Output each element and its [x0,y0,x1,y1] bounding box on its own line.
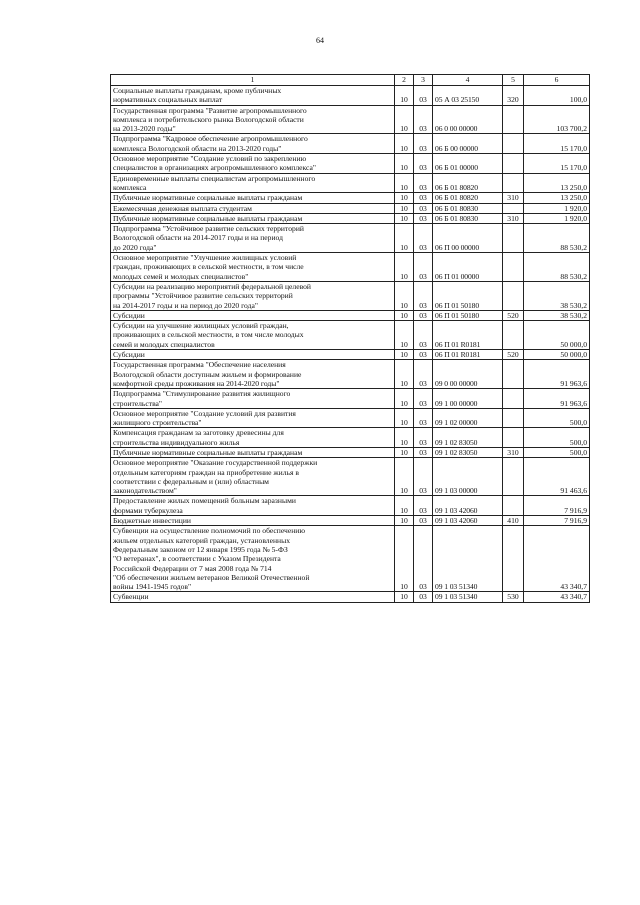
expense-type-cell [503,321,524,350]
section-cell: 10 [395,516,414,526]
row-name-line: Социальные выплаты гражданам, кроме публичных [113,86,282,95]
expense-type-cell: 310 [503,447,524,457]
table-row [111,310,590,320]
subsection-cell: 03 [414,253,433,282]
row-name-line: Ежемесячная денежная выплата студентам [113,203,252,213]
row-name-line: молодых семей и молодых специалистов" [113,271,249,281]
subsection-cell: 03 [414,105,433,134]
row-name-line: проживающих в сельской местности, в том числе молодых [113,330,304,340]
target-item-cell: 09 1 03 42060 [433,516,503,526]
amount-cell: 50 000,0 [524,350,590,360]
row-name-line: граждан, проживающих в сельской местности, в том числе [113,262,304,272]
expense-type-cell [503,154,524,174]
row-name-line: Основное мероприятие "Создание условий для развития [113,408,296,418]
subsection-cell: 03 [414,389,433,409]
expense-type-cell: 320 [503,86,524,106]
target-item-cell: 06 Б 01 80830 [433,213,503,223]
row-name-line: Публичные нормативные социальные выплаты гражданам [113,193,303,203]
header-row [111,75,590,86]
target-item-cell: 09 1 03 51340 [433,526,503,592]
section-cell: 10 [395,321,414,350]
subsection-cell: 03 [414,447,433,457]
section-cell: 10 [395,86,414,106]
subsection-cell: 03 [414,321,433,350]
target-item-cell: 09 1 00 00000 [433,389,503,409]
section-cell: 10 [395,134,414,154]
amount-cell: 1 920,0 [524,213,590,223]
row-name-line: Основное мероприятие "Оказание государственной поддержки [113,458,318,468]
row-name-line: соответствии с федеральным и (или) областным [113,476,269,486]
row-name-cell [111,134,395,154]
subsection-cell: 03 [414,428,433,448]
row-name-cell [111,105,395,134]
table-row [111,516,590,526]
column-header-5: 5 [503,75,524,86]
row-name-line: комплекса и потребительского рынка Вологодской области [113,114,304,124]
row-name-line: строительства индивидуального жилья [113,437,240,447]
amount-cell: 43 340,7 [524,592,590,602]
target-item-cell: 06 Б 00 00000 [433,134,503,154]
expense-type-cell [503,458,524,496]
table-row [111,360,590,389]
target-item-cell: 06 П 01 R0181 [433,350,503,360]
row-name-line: жилищного строительства" [113,418,202,428]
amount-cell: 38 530,2 [524,310,590,320]
amount-cell: 13 250,0 [524,173,590,193]
subsection-cell: 03 [414,310,433,320]
subsection-cell: 03 [414,516,433,526]
expense-type-cell [503,134,524,154]
table-row [111,213,590,223]
section-cell: 10 [395,360,414,389]
amount-cell: 100,0 [524,86,590,106]
table-row [111,496,590,516]
row-name-line: до 2020 года" [113,242,157,252]
row-name-line: Основное мероприятие "Создание условий по закреплению [113,154,307,164]
row-name-cell [111,310,395,320]
amount-cell: 1 920,0 [524,203,590,213]
table-row [111,350,590,360]
amount-cell: 50 000,0 [524,321,590,350]
amount-cell: 88 530,2 [524,224,590,253]
section-cell: 10 [395,526,414,592]
section-cell: 10 [395,105,414,134]
target-item-cell: 06 Б 01 00000 [433,154,503,174]
column-header-3: 3 [414,75,433,86]
row-name-cell [111,592,395,602]
expense-type-cell: 410 [503,516,524,526]
table-row [111,224,590,253]
row-name-cell [111,496,395,516]
row-name-line: Публичные нормативные социальные выплаты гражданам [113,213,303,223]
row-name-line: "О ветеранах", в соответствии с Указом Президента [113,554,281,564]
row-name-line: Субвенции на осуществление полномочий по обеспечению [113,526,306,536]
target-item-cell: 09 1 02 00000 [433,408,503,428]
row-name-cell [111,360,395,389]
table-row [111,86,590,106]
row-name-cell [111,350,395,360]
subsection-cell: 03 [414,203,433,213]
target-item-cell: 09 1 02 83050 [433,428,503,448]
target-item-cell: 06 П 01 50180 [433,281,503,310]
target-item-cell: 09 1 02 83050 [433,447,503,457]
section-cell: 10 [395,253,414,282]
target-item-cell: 09 1 03 00000 [433,458,503,496]
target-item-cell: 06 Б 01 80830 [433,203,503,213]
row-name-cell [111,203,395,213]
target-item-cell: 06 П 01 00000 [433,253,503,282]
amount-cell: 91 463,6 [524,458,590,496]
row-name-line: Государственная программа "Обеспечение населения [113,360,286,370]
table-header [111,75,590,86]
section-cell: 10 [395,173,414,193]
subsection-cell: 03 [414,134,433,154]
row-name-line: Субсидии на улучшение жилищных условий граждан, [113,321,289,331]
amount-cell: 91 963,6 [524,389,590,409]
row-name-line: Подпрограмма "Устойчивое развитие сельских территорий [113,224,304,234]
target-item-cell: 06 Б 01 80820 [433,193,503,203]
row-name-cell [111,447,395,457]
expense-type-cell [503,281,524,310]
expense-type-cell: 520 [503,350,524,360]
subsection-cell: 03 [414,281,433,310]
table-row [111,154,590,174]
amount-cell: 7 916,9 [524,516,590,526]
subsection-cell: 03 [414,154,433,174]
expense-type-cell: 520 [503,310,524,320]
row-name-cell [111,154,395,174]
target-item-cell: 06 0 00 00000 [433,105,503,134]
expense-type-cell [503,105,524,134]
amount-cell: 43 340,7 [524,526,590,592]
target-item-cell: 06 П 01 R0181 [433,321,503,350]
amount-cell: 7 916,9 [524,496,590,516]
row-name-line: Компенсация гражданам за заготовку древесины для [113,428,284,438]
budget-table [110,74,590,603]
row-name-line: Вологодской области доступным жильем и формирование [113,369,302,379]
target-item-cell: 06 П 01 50180 [433,310,503,320]
row-name-line: Субсидии на реализацию мероприятий федеральной целевой [113,281,311,291]
target-item-cell: 09 1 03 51340 [433,592,503,602]
row-name-line: Субсидии [113,350,145,360]
row-name-line: специалистов в организациях агропромышленного комплекса" [113,163,316,173]
table-row [111,428,590,448]
subsection-cell: 03 [414,86,433,106]
subsection-cell: 03 [414,173,433,193]
column-header-4: 4 [433,75,503,86]
amount-cell: 103 700,2 [524,105,590,134]
row-name-line: комфортной среды проживания на 2014-2020 годы" [113,378,280,388]
table-row [111,193,590,203]
target-item-cell: 09 0 00 00000 [433,360,503,389]
section-cell: 10 [395,428,414,448]
row-name-cell [111,408,395,428]
target-item-cell: 06 Б 01 80820 [433,173,503,193]
expense-type-cell: 310 [503,193,524,203]
row-name-line: формами туберкулеза [113,505,183,515]
row-name-line: Единовременные выплаты специалистам агропромышленного [113,173,316,183]
expense-type-cell [503,224,524,253]
row-name-cell [111,224,395,253]
subsection-cell: 03 [414,408,433,428]
table-row [111,281,590,310]
row-name-line: Бюджетные инвестиции [113,516,191,526]
section-cell: 10 [395,458,414,496]
page-number: 64 [316,36,324,45]
table-row [111,253,590,282]
subsection-cell: 03 [414,592,433,602]
row-name-line: Субсидии [113,310,145,320]
expense-type-cell [503,173,524,193]
row-name-line: жильем отдельных категорий граждан, установленных [113,535,290,545]
table-row [111,447,590,457]
expense-type-cell [503,389,524,409]
subsection-cell: 03 [414,350,433,360]
table-row [111,134,590,154]
row-name-line: Субвенции [113,592,149,602]
row-name-line: на 2013-2020 годы" [113,124,176,134]
section-cell: 10 [395,213,414,223]
section-cell: 10 [395,203,414,213]
row-name-line: Публичные нормативные социальные выплаты гражданам [113,447,303,457]
row-name-line: Подпрограмма "Кадровое обеспечение агропромышленного [113,134,308,144]
row-name-cell [111,253,395,282]
row-name-cell [111,321,395,350]
row-name-line: Подпрограмма "Стимулирование развития жилищного [113,389,291,399]
target-item-cell: 09 1 03 42060 [433,496,503,516]
row-name-line: программы "Устойчивое развитие сельских территорий [113,291,293,301]
subsection-cell: 03 [414,496,433,516]
table-row [111,526,590,592]
section-cell: 10 [395,350,414,360]
amount-cell: 38 530,2 [524,281,590,310]
table-row [111,105,590,134]
section-cell: 10 [395,408,414,428]
row-name-line: Предоставление жилых помещений больным заразными [113,496,296,506]
column-header-2: 2 [395,75,414,86]
subsection-cell: 03 [414,458,433,496]
table-row [111,203,590,213]
expense-type-cell [503,360,524,389]
subsection-cell: 03 [414,526,433,592]
row-name-line: нормативных социальных выплат [113,95,223,105]
section-cell: 10 [395,193,414,203]
row-name-line: Федеральным законом от 12 января 1995 года № 5-ФЗ [113,544,288,554]
row-name-cell [111,193,395,203]
subsection-cell: 03 [414,193,433,203]
expense-type-cell [503,526,524,592]
row-name-line: на 2014-2017 годы и на период до 2020 года" [113,300,258,310]
subsection-cell: 03 [414,224,433,253]
section-cell: 10 [395,496,414,516]
row-name-line: строительства" [113,398,163,408]
section-cell: 10 [395,447,414,457]
target-item-cell: 06 П 00 00000 [433,224,503,253]
amount-cell: 500,0 [524,447,590,457]
section-cell: 10 [395,310,414,320]
row-name-cell [111,173,395,193]
target-item-cell: 05 А 03 25150 [433,86,503,106]
section-cell: 10 [395,224,414,253]
row-name-line: Российской Федерации от 7 мая 2008 года № 714 [113,563,272,573]
expense-type-cell: 530 [503,592,524,602]
expense-type-cell [503,253,524,282]
amount-cell: 13 250,0 [524,193,590,203]
subsection-cell: 03 [414,213,433,223]
table-row [111,408,590,428]
column-header-6: 6 [524,75,590,86]
expense-type-cell [503,203,524,213]
row-name-cell [111,428,395,448]
row-name-cell [111,389,395,409]
section-cell: 10 [395,592,414,602]
row-name-line: Вологодской области на 2014-2017 годы и на период [113,233,283,243]
row-name-line: комплекса [113,182,147,192]
amount-cell: 500,0 [524,428,590,448]
section-cell: 10 [395,389,414,409]
expense-type-cell: 310 [503,213,524,223]
amount-cell: 88 530,2 [524,253,590,282]
row-name-line: Основное мероприятие "Улучшение жилищных условий [113,253,297,263]
section-cell: 10 [395,154,414,174]
amount-cell: 91 963,6 [524,360,590,389]
expense-type-cell [503,408,524,428]
amount-cell: 15 170,0 [524,154,590,174]
subsection-cell: 03 [414,360,433,389]
table-row [111,173,590,193]
expense-type-cell [503,428,524,448]
amount-cell: 500,0 [524,408,590,428]
row-name-line: войны 1941-1945 годов" [113,582,192,592]
table-row [111,389,590,409]
row-name-cell [111,458,395,496]
table-row [111,592,590,602]
table-row [111,458,590,496]
row-name-line: Государственная программа "Развитие агропромышленного [113,105,307,115]
row-name-cell [111,516,395,526]
table-body [111,86,590,603]
row-name-line: комплекса Вологодской области на 2013-2020 годы" [113,143,282,153]
row-name-line: законодательством" [113,486,177,496]
section-cell: 10 [395,281,414,310]
row-name-line: семей и молодых специалистов [113,339,215,349]
expense-type-cell [503,496,524,516]
amount-cell: 15 170,0 [524,134,590,154]
row-name-line: отдельным категориям граждан на приобретение жилья в [113,467,299,477]
column-header-1: 1 [111,75,395,86]
row-name-cell [111,281,395,310]
row-name-cell [111,213,395,223]
row-name-cell [111,86,395,106]
table-row [111,321,590,350]
row-name-line: "Об обеспечении жильем ветеранов Великой Отечественной [113,572,310,582]
row-name-cell [111,526,395,592]
